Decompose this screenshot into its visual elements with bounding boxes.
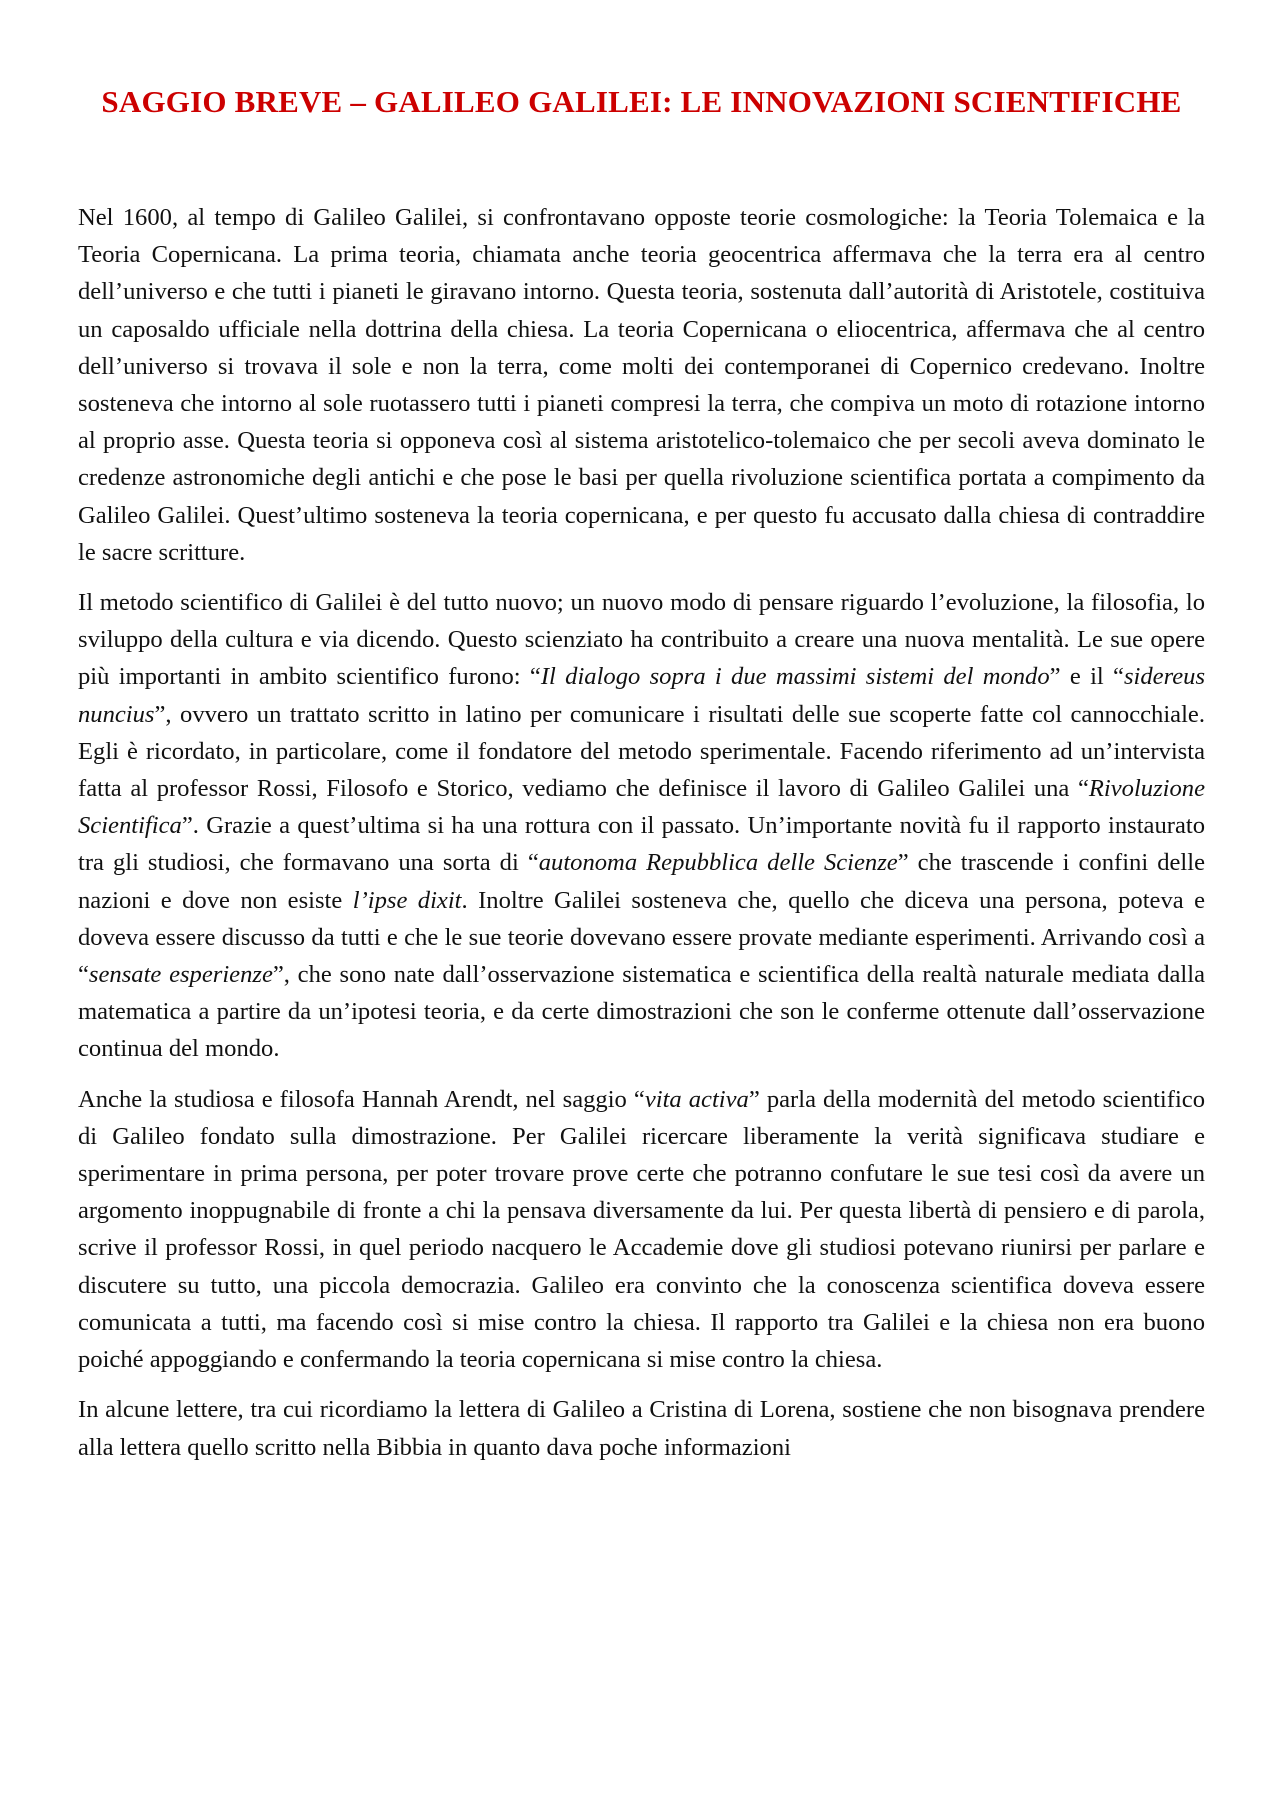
italic-ipse-dixit: l’ipse dixit [352,886,462,914]
text-segment: ” e il “ [1049,663,1124,691]
text-segment: ”, ovvero un trattato scritto in latino per comunicare i risultati delle sue scoperte fatte col cannocchiale. Egli è ricordato, in particolare, come il fondatore del metodo sperimentale. Facendo riferimento ad un’intervista fatta al professor Rossi, Filosofo e Storico, vediamo che definisce il lavoro di Galileo Galilei una “ [78,700,1205,803]
paragraph-4: In alcune lettere, tra cui ricordiamo la lettera di Galileo a Cristina di Lorena, sostiene che non bisognava prendere alla lettera quello scritto nella Bibbia in quanto dava poche informazioni [78,1396,1205,1461]
document-page [78,80,1205,1479]
paragraph-2 [78,584,1205,1068]
italic-sensate-esperienze: sensate esperienze [88,961,273,989]
paragraph-3 [78,1081,1205,1379]
text-segment: Il metodo scientifico di Galilei è del tutto nuovo; un nuovo modo di pensare riguardo l’evoluzione, la filosofia, lo sviluppo della cultura e via dicendo. Questo scienziato ha contribuito a creare una nuova mentalità. Le sue opere più importanti in ambito scientifico furono: “ [78,589,1205,691]
italic-rivoluzione: Rivoluzione Scientifica [78,775,1205,840]
text-segment: ” che trascende i confini delle nazioni e dove non esiste [78,849,1205,914]
italic-title-sidereus: sidereus nuncius [78,663,1206,728]
italic-repubblica: autonoma Repubblica delle Scienze [538,849,898,877]
italic-title-dialogo: Il dialogo sopra i due massimi sistemi del mondo [540,663,1050,691]
text-segment: Anche la studiosa e filosofa Hannah Arendt, nel saggio “ [78,1085,645,1113]
italic-vita-activa: vita activa [644,1085,749,1113]
text-segment: . Inoltre Galilei sosteneva che, quello che diceva una persona, poteva e doveva essere discusso da tutti e che le sue teorie dovevano essere provate mediante esperimenti. Arrivando così a “ [78,886,1206,989]
paragraph-1: Nel 1600, al tempo di Galileo Galilei, si confrontavano opposte teorie cosmologiche: la Teoria Tolemaica e la Teoria Copernicana. La prima teoria, chiamata anche teoria geocentrica affermava che la terra era al centro dell’universo e che tutti i pianeti le giravano intorno. Questa teoria, sostenuta dall’autorità di Aristotele, costituiva un caposaldo ufficiale nella dottrina della chiesa. La teoria Copernicana o eliocentrica, affermava che al centro dell’universo si trovava il sole e non la terra, come molti dei contemporanei di Copernico credevano. Inoltre sosteneva che intorno al sole ruotassero tutti i pianeti compresi la terra, che compiva un moto di rotazione intorno al proprio asse. Questa teoria si opponeva così al sistema aristotelico-tolemaico che per secoli aveva dominato le credenze astronomiche degli antichi e che pose le basi per quella rivoluzione scientifica portata a compimento da Galileo Galilei. Quest’ultimo sosteneva la teoria copernicana, e per questo fu accusato dalla chiesa di contraddire le sacre scritture. [78,204,1205,566]
text-segment: ”, che sono nate dall’osservazione sistematica e scientifica della realtà naturale mediata dalla matematica a partire da un’ipotesi teoria, e da certe dimostrazioni che son le conferme ottenute dall’osservazione continua del mondo. [78,961,1205,1063]
text-segment: ” parla della modernità del metodo scientifico di Galileo fondato sulla dimostrazione. Per Galilei ricercare liberamente la verità significava studiare e sperimentare in prima persona, per poter trovare prove certe che potranno confutare le sue tesi così da avere un argomento inoppugnabile di fronte a chi la pensava diversamente da lui. Per questa libertà di pensiero e di parola, scrive il professor Rossi, in quel periodo nacquero le Accademie dove gli studiosi potevano riunirsi per parlare e discutere su tutto, una piccola democrazia. Galileo era convinto che la conoscenza scientifica doveva essere comunicata a tutti, ma facendo così si mise contro la chiesa. Il rapporto tra Galilei e la chiesa non era buono poiché appoggiando e confermando la teoria copernicana si mise contro la chiesa. [78,1085,1206,1374]
document-title: SAGGIO BREVE – GALILEO GALILEI: LE INNOVAZIONI SCIENTIFICHE [101,84,1182,119]
text-segment: ”. Grazie a quest’ultima si ha una rottura con il passato. Un’importante novità fu il rapporto instaurato tra gli studiosi, che formavano una sorta di “ [78,812,1205,877]
